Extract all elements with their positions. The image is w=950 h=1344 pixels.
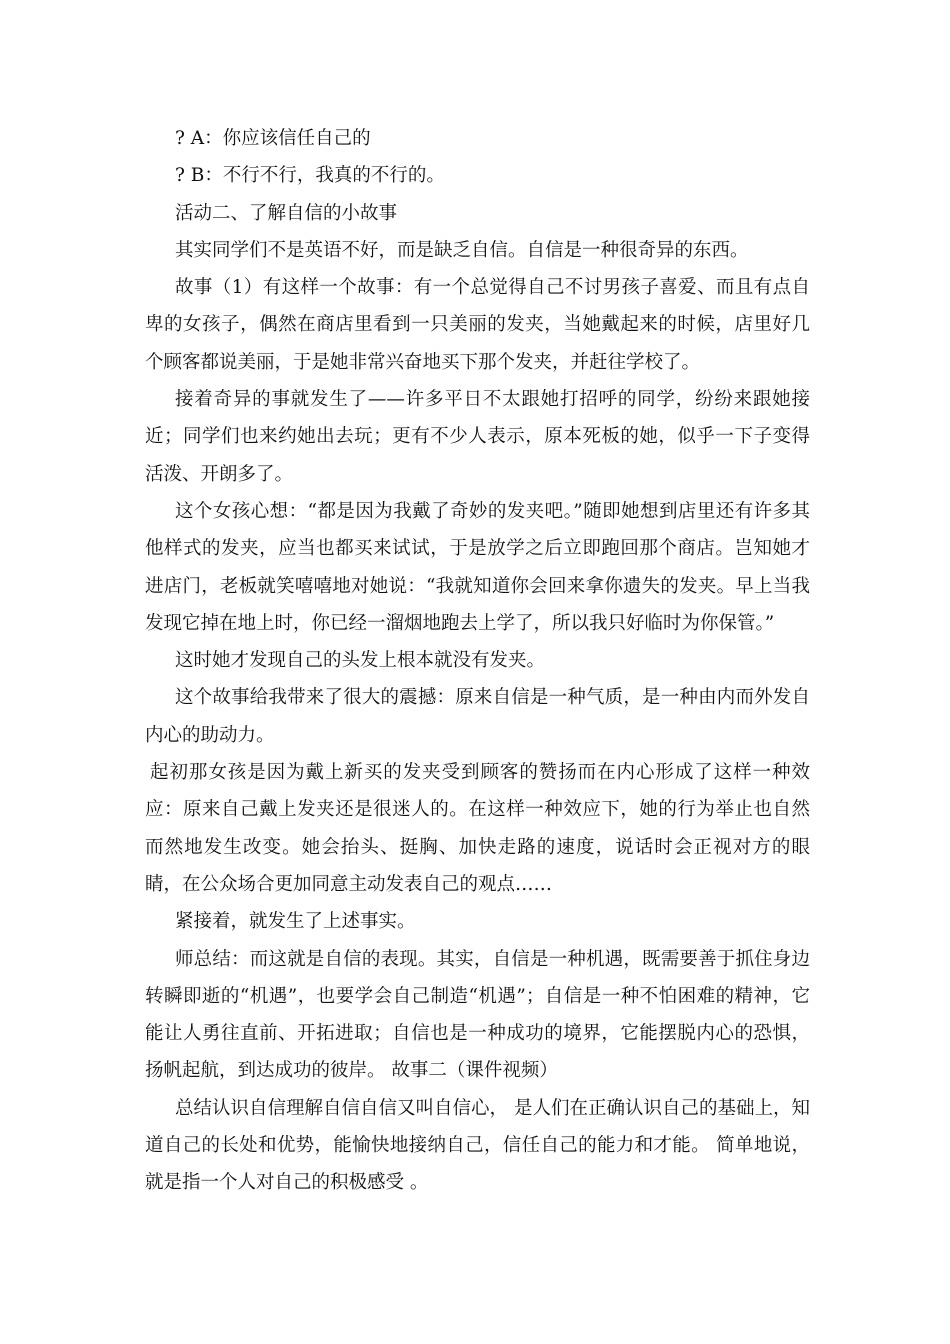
paragraph-story-3: 这个女孩心想：“都是因为我戴了奇妙的发夹吧。”随即她想到店里还有许多其他样式的发夹，应当也都买来试试，于是放学之后立即跑回那个商店。岂知她才进店门，老板就笑嘻嘻地对她说：“我就知道你会回来拿你遗失的发夹。早上当我发现它掉在地上时，你已经一溜烟地跑去上学了，所以我只好临时为你保管。” <box>145 500 810 634</box>
activity-heading: 活动二、了解自信的小故事 <box>175 202 398 224</box>
paragraph-conclusion: 总结认识自信理解自信自信又叫自信心， 是人们在正确认识自己的基础上，知道自己的长处和优势，能愉快地接纳自己，信任自己的能力和才能。 简单地说，就是指一个人对自己的积极感受 。 <box>145 1097 810 1194</box>
paragraph-analysis: 起初那女孩是因为戴上新买的发夹受到顾客的赞扬而在内心形成了这样一种效应：原来自己戴上发夹还是很迷人的。在这样一种效应下，她的行为举止也自然而然地发生改变。她会抬头、挺胸、加快走路的速度，说话时会正视对方的眼睛，在公众场合更加同意主动发表自己的观点…… <box>145 762 810 895</box>
document-body <box>145 120 810 1202</box>
paragraph-story-2: 接着奇异的事就发生了——许多平日不太跟她打招呼的同学，纷纷来跟她接近；同学们也来约她出去玩；更有不少人表示，原本死板的她，似乎一下子变得活泼、开朗多了。 <box>145 389 810 485</box>
paragraph-teacher-summary: 师总结：而这就是自信的表现。其实，自信是一种机遇，既需要善于抓住身边转瞬即逝的“机遇”，也要学会自己制造“机遇”；自信是一种不怕困难的精神，它能让人勇往直前、开拓进取；自信也是一种成功的境界，它能摆脱内心的恐惧，扬帆起航，到达成功的彼岸。 故事二（课件视频） <box>145 948 810 1082</box>
dialogue-line-a: ? A：你应该信任自己的 <box>175 128 371 149</box>
paragraph-followup: 紧接着，就发生了上述事实。 <box>175 911 416 933</box>
paragraph-story-1: 故事（1）有这样一个故事：有一个总觉得自己不讨男孩子喜爱、而且有点自卑的女孩子，偶然在商店里看到一只美丽的发夹，当她戴起来的时候，店里好几个顾客都说美丽，于是她非常兴奋地买下那个发夹，并赶往学校了。 <box>145 277 810 373</box>
paragraph-story-4: 这时她才发现自己的头发上根本就没有发夹。 <box>175 650 546 672</box>
dialogue-line-b: ? B：不行不行，我真的不行的。 <box>175 165 445 187</box>
paragraph-intro: 其实同学们不是英语不好，而是缺乏自信。自信是一种很奇异的东西。 <box>175 239 749 261</box>
paragraph-reflection: 这个故事给我带来了很大的震撼：原来自信是一种气质，是一种由内而外发自内心的助动力。 <box>145 687 810 746</box>
